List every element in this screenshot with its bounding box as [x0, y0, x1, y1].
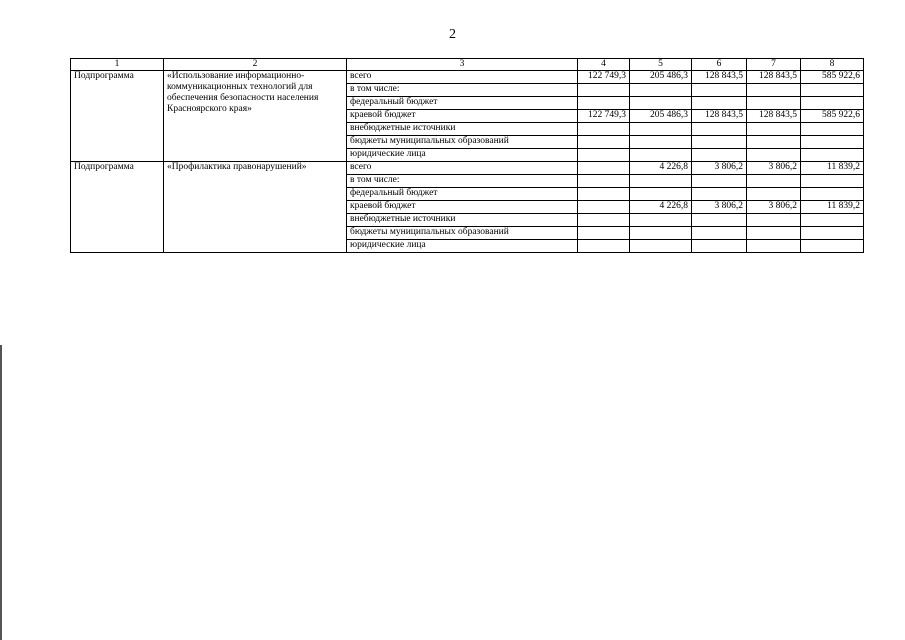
amount-cell: 128 843,5: [747, 71, 801, 84]
column-number: 8: [801, 59, 864, 71]
amount-cell: 122 749,3: [578, 71, 630, 84]
amount-cell: [692, 188, 747, 201]
amount-cell: 585 922,6: [801, 110, 864, 123]
amount-cell: [578, 240, 630, 253]
amount-cell: [578, 214, 630, 227]
amount-cell: [801, 214, 864, 227]
funding-source-cell: бюджеты муниципальных образований: [347, 136, 578, 149]
amount-cell: [801, 149, 864, 162]
subprogram-type-cell: Подпрограмма: [71, 162, 164, 253]
funding-source-cell: в том числе:: [347, 84, 578, 97]
amount-cell: [747, 188, 801, 201]
subprogram-type-cell: Подпрограмма: [71, 71, 164, 162]
amount-cell: [747, 84, 801, 97]
page-number: 2: [449, 27, 456, 42]
amount-cell: [747, 97, 801, 110]
amount-cell: [801, 175, 864, 188]
scan-edge-line: [0, 345, 2, 640]
amount-cell: [692, 123, 747, 136]
funding-source-cell: краевой бюджет: [347, 110, 578, 123]
amount-cell: [692, 175, 747, 188]
funding-source-cell: федеральный бюджет: [347, 97, 578, 110]
amount-cell: [692, 240, 747, 253]
amount-cell: [630, 97, 692, 110]
amount-cell: 128 843,5: [747, 110, 801, 123]
subprogram-name-cell: «Использование информационно-коммуникационных технологий для обеспечения безопасности населения Красноярского края»: [164, 71, 347, 162]
amount-cell: 128 843,5: [692, 110, 747, 123]
funding-source-cell: юридические лица: [347, 240, 578, 253]
amount-cell: [630, 175, 692, 188]
funding-source-cell: бюджеты муниципальных образований: [347, 227, 578, 240]
amount-cell: [801, 123, 864, 136]
amount-cell: [578, 227, 630, 240]
amount-cell: [578, 149, 630, 162]
amount-cell: [692, 84, 747, 97]
amount-cell: 3 806,2: [747, 162, 801, 175]
amount-cell: [692, 227, 747, 240]
amount-cell: [747, 227, 801, 240]
amount-cell: [578, 175, 630, 188]
amount-cell: [801, 84, 864, 97]
amount-cell: [801, 188, 864, 201]
amount-cell: 3 806,2: [692, 201, 747, 214]
amount-cell: [801, 97, 864, 110]
amount-cell: [747, 149, 801, 162]
amount-cell: [692, 149, 747, 162]
amount-cell: [630, 149, 692, 162]
funding-source-cell: краевой бюджет: [347, 201, 578, 214]
budget-table: [70, 58, 864, 253]
amount-cell: 122 749,3: [578, 110, 630, 123]
amount-cell: [801, 240, 864, 253]
amount-cell: 3 806,2: [692, 162, 747, 175]
amount-cell: [578, 201, 630, 214]
amount-cell: [747, 240, 801, 253]
column-number: 6: [692, 59, 747, 71]
amount-cell: [630, 240, 692, 253]
amount-cell: [692, 136, 747, 149]
amount-cell: [578, 97, 630, 110]
funding-source-cell: всего: [347, 162, 578, 175]
amount-cell: [630, 84, 692, 97]
column-number-row: [71, 59, 864, 71]
amount-cell: 4 226,8: [630, 201, 692, 214]
amount-cell: [578, 84, 630, 97]
amount-cell: [630, 188, 692, 201]
funding-source-cell: внебюджетные источники: [347, 123, 578, 136]
amount-cell: [578, 136, 630, 149]
amount-cell: [630, 123, 692, 136]
amount-cell: [747, 123, 801, 136]
column-number: 5: [630, 59, 692, 71]
amount-cell: 11 839,2: [801, 162, 864, 175]
subprogram-name-cell: «Профилактика правонарушений»: [164, 162, 347, 253]
amount-cell: [692, 97, 747, 110]
amount-cell: [578, 162, 630, 175]
amount-cell: [630, 227, 692, 240]
amount-cell: 3 806,2: [747, 201, 801, 214]
amount-cell: 4 226,8: [630, 162, 692, 175]
funding-source-cell: в том числе:: [347, 175, 578, 188]
amount-cell: 585 922,6: [801, 71, 864, 84]
amount-cell: [747, 175, 801, 188]
amount-cell: 11 839,2: [801, 201, 864, 214]
column-number: 1: [71, 59, 164, 71]
amount-cell: [747, 136, 801, 149]
amount-cell: [578, 123, 630, 136]
amount-cell: 205 486,3: [630, 71, 692, 84]
column-number: 4: [578, 59, 630, 71]
amount-cell: 205 486,3: [630, 110, 692, 123]
column-number: 3: [347, 59, 578, 71]
amount-cell: [630, 214, 692, 227]
funding-source-cell: федеральный бюджет: [347, 188, 578, 201]
amount-cell: [578, 188, 630, 201]
amount-cell: 128 843,5: [692, 71, 747, 84]
table-row: [71, 71, 864, 84]
amount-cell: [630, 136, 692, 149]
amount-cell: [801, 227, 864, 240]
amount-cell: [692, 214, 747, 227]
funding-source-cell: внебюджетные источники: [347, 214, 578, 227]
funding-source-cell: юридические лица: [347, 149, 578, 162]
amount-cell: [747, 214, 801, 227]
column-number: 2: [164, 59, 347, 71]
column-number: 7: [747, 59, 801, 71]
funding-source-cell: всего: [347, 71, 578, 84]
table-row: [71, 162, 864, 175]
amount-cell: [801, 136, 864, 149]
